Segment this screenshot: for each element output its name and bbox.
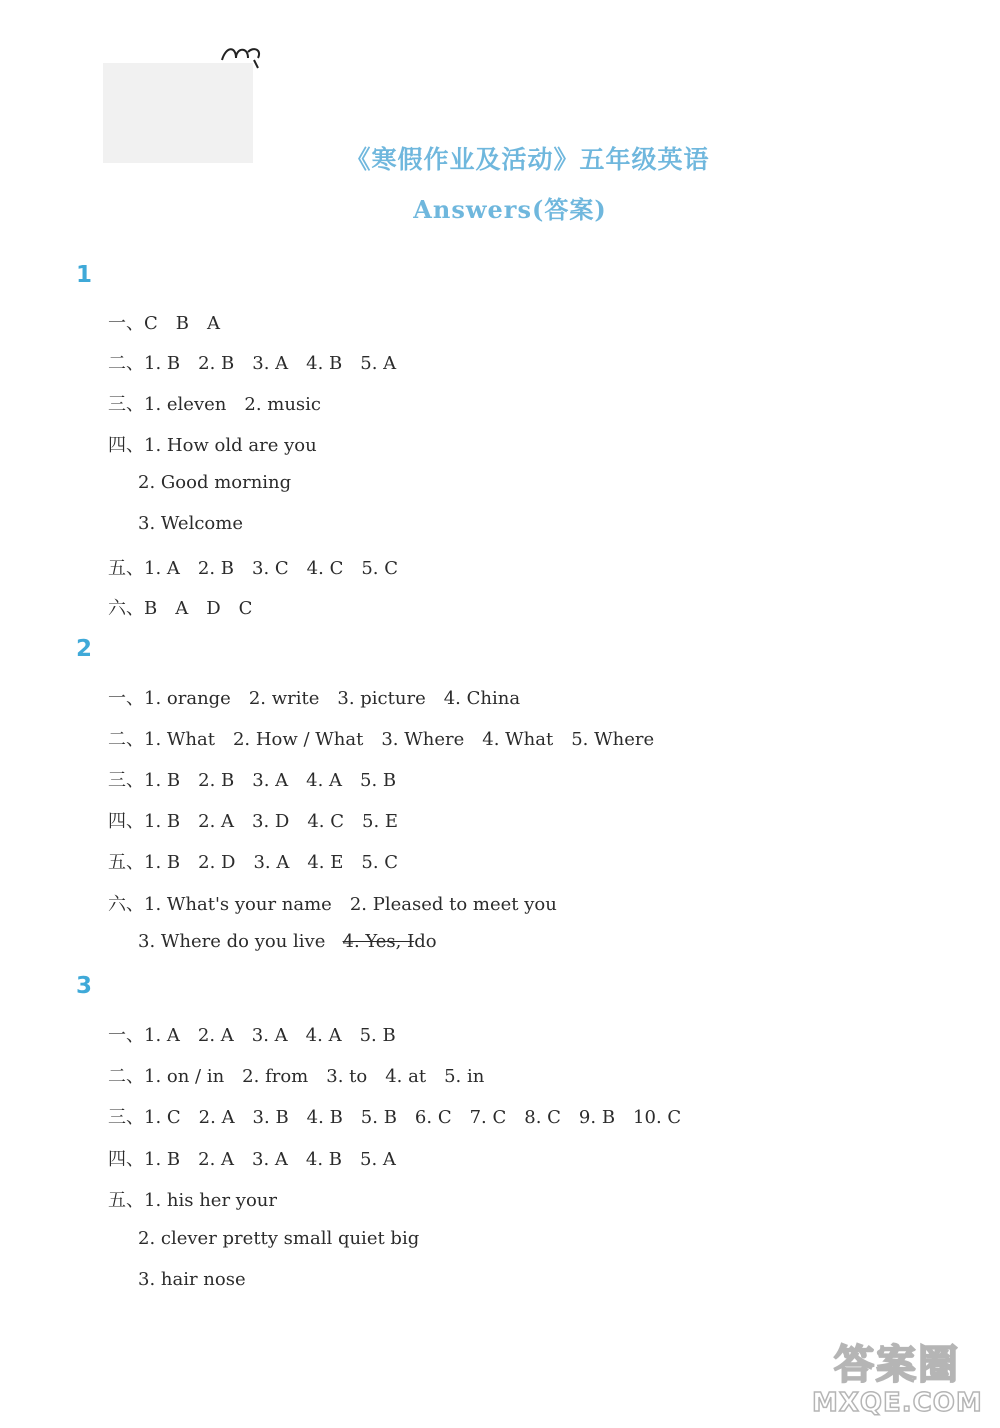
watermark-url: MXQE.COM <box>812 1388 983 1418</box>
answer-line: 四、1. How old are you <box>108 435 317 456</box>
document-title: 《寒假作业及活动》五年级英语 <box>345 145 710 174</box>
answer-line: 一、1. A 2. A 3. A 4. A 5. B <box>108 1025 396 1046</box>
section-number: 1 <box>76 262 93 288</box>
watermark-logo-text: 答案圈 <box>834 1342 960 1388</box>
answer-line: 二、1. What 2. How / What 3. Where 4. What 5. Where <box>108 729 655 750</box>
answer-line: 3. hair nose <box>138 1269 246 1290</box>
answer-line: 五、1. B 2. D 3. A 4. E 5. C <box>108 852 399 873</box>
answer-line: 二、1. B 2. B 3. A 4. B 5. A <box>108 353 397 374</box>
answer-line: 六、B A D C <box>108 598 253 619</box>
answer-line: 五、1. A 2. B 3. C 4. C 5. C <box>108 558 399 579</box>
answer-line: 三、1. B 2. B 3. A 4. A 5. B <box>108 770 397 791</box>
site-watermark <box>812 1333 982 1428</box>
answer-text: 3. Where do you live <box>138 931 326 952</box>
answer-line: 五、1. his her your <box>108 1190 277 1211</box>
struck-answer-text: 4. Yes, I <box>342 931 415 952</box>
answer-line: 3. Welcome <box>138 513 243 534</box>
answer-line: 四、1. B 2. A 3. A 4. B 5. A <box>108 1149 396 1170</box>
answer-text: do <box>414 931 437 952</box>
answer-line <box>138 931 437 952</box>
answer-line: 六、1. What's your name 2. Pleased to meet you <box>108 894 557 915</box>
answer-line: 四、1. B 2. A 3. D 4. C 5. E <box>108 811 399 832</box>
answer-line: 一、C B A <box>108 313 220 334</box>
answer-line: 三、1. C 2. A 3. B 4. B 5. B 6. C 7. C 8. C 9. B 10. C <box>108 1107 682 1128</box>
answer-line: 2. Good morning <box>138 472 292 493</box>
document-subtitle: Answers(答案) <box>413 195 607 224</box>
answer-line: 三、1. eleven 2. music <box>108 394 322 415</box>
section-number: 2 <box>76 636 93 662</box>
answer-line: 二、1. on / in 2. from 3. to 4. at 5. in <box>108 1066 485 1087</box>
answer-line: 一、1. orange 2. write 3. picture 4. China <box>108 688 521 709</box>
answer-line: 2. clever pretty small quiet big <box>138 1228 420 1249</box>
section-number: 3 <box>76 973 93 999</box>
